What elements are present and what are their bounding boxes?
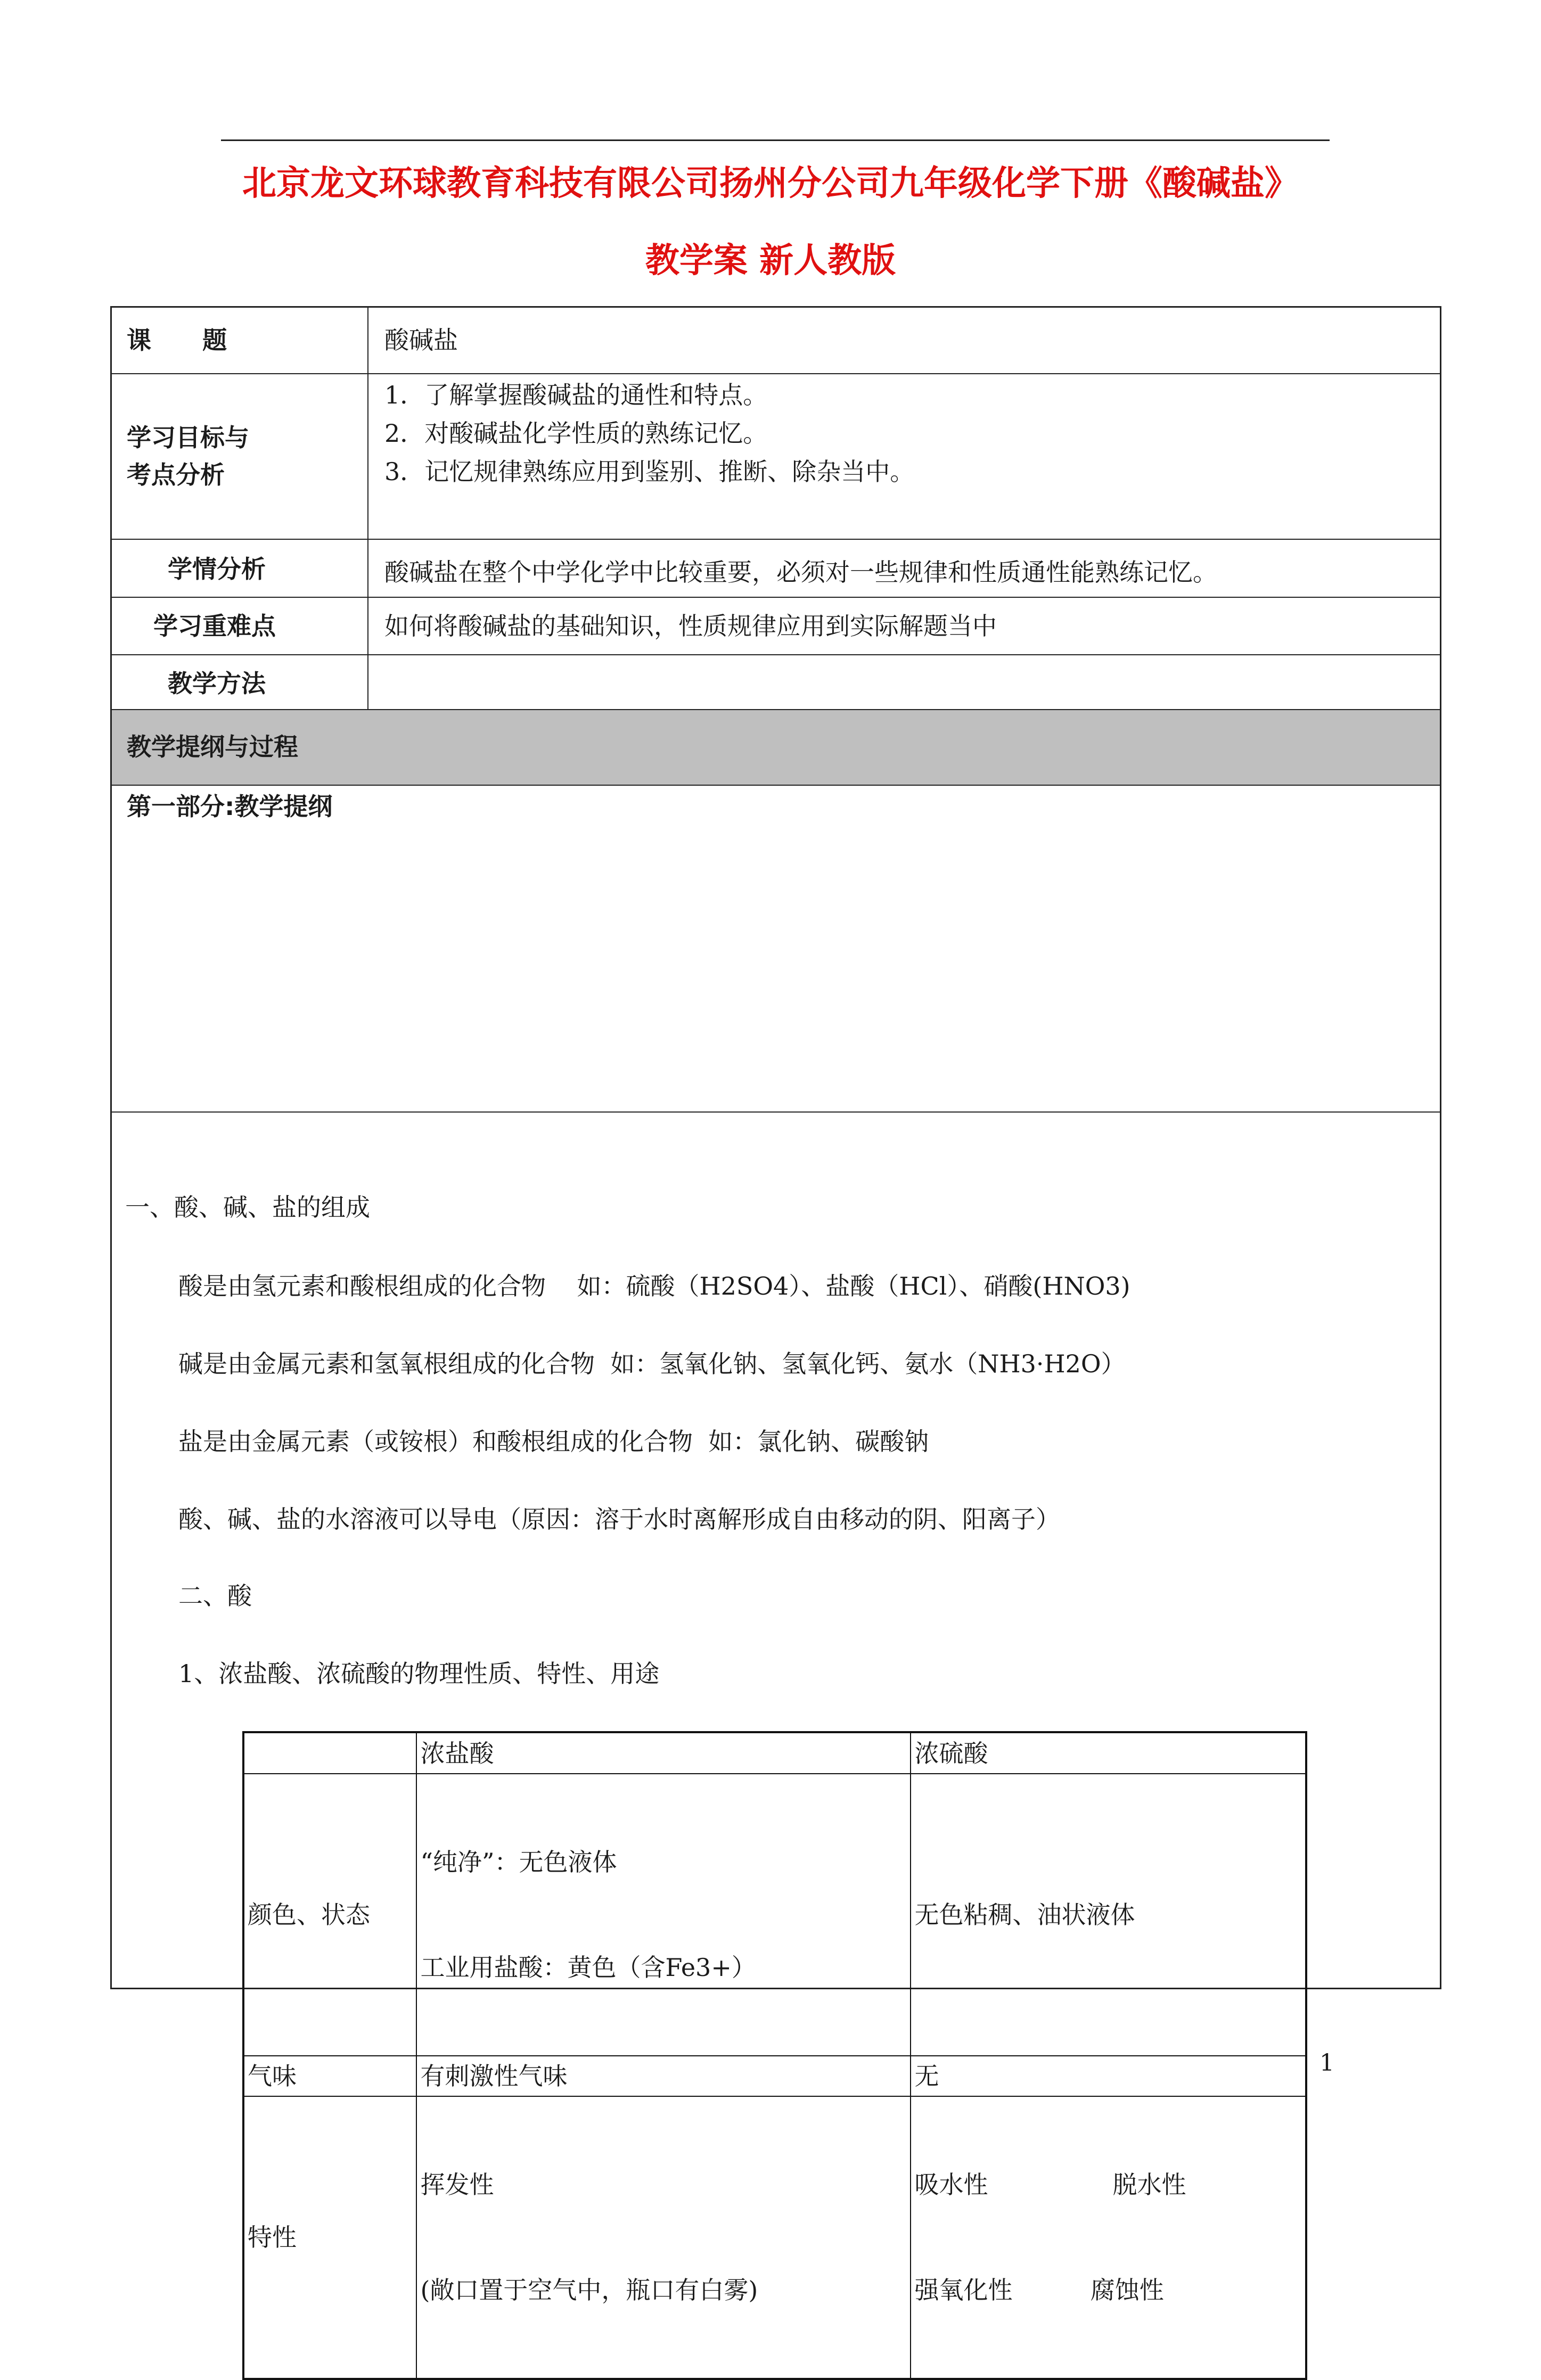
goals-row (112, 373, 1440, 539)
goals-label-cell (112, 374, 368, 539)
topic-value: 酸碱盐 (384, 326, 458, 355)
h2so4-property-cell (911, 2096, 1306, 2379)
goals-label-line1: 学习目标与 (127, 423, 249, 452)
method-value-cell (368, 655, 1440, 709)
document-title-line1: 北京龙文环球教育科技有限公司扬州分公司九年级化学下册《酸碱盐》 (242, 164, 1299, 203)
part1-label: 第一部分:教学提纲 (127, 792, 333, 821)
acid-properties-table (242, 1731, 1307, 2380)
acid-table-header-hcl: 浓盐酸 (416, 1732, 911, 1774)
method-label-cell (112, 655, 368, 709)
hcl-color-line1: “纯净”：无色液体 (420, 1848, 617, 1876)
situation-label-cell (112, 540, 368, 597)
hcl-property-line2: (敞口置于空气中，瓶口有白雾) (420, 2276, 758, 2304)
topic-label-cell (112, 308, 368, 373)
row-label-color: 颜色、状态 (243, 1774, 416, 2056)
section1-heading: 一、酸、碱、盐的组成 (125, 1193, 370, 1222)
goal-item-2: 2．对酸碱盐化学性质的熟练记忆。 (384, 419, 768, 448)
acid-table-header-row (243, 1732, 1306, 1774)
outline-header-row (112, 709, 1440, 785)
situation-value: 酸碱盐在整个中学化学中比较重要，必须对一些规律和性质通性能熟练记忆。 (384, 558, 1217, 587)
page-number: 1 (1319, 2049, 1334, 2077)
h2so4-color-line1: 无色粘稠、油状液体 (914, 1900, 1135, 1929)
acid-table-header-empty (243, 1732, 416, 1774)
outline-header: 教学提纲与过程 (127, 732, 298, 761)
difficulty-row (112, 597, 1440, 654)
base-definition: 碱是由金属元素和氢氧根组成的化合物 如：氢氧化钠、氢氧化钙、氨水（NH3·H2O） (178, 1349, 1126, 1378)
part1-row (112, 785, 1440, 1111)
acid-table-row-property (243, 2096, 1306, 2379)
h2so4-property-line2: 强氧化性 腐蚀性 (914, 2276, 1164, 2304)
difficulty-label-cell (112, 598, 368, 654)
acid-definition: 酸是由氢元素和酸根组成的化合物 如：硫酸（H2SO4）、盐酸（HCl）、硝酸(HNO3) (178, 1272, 1130, 1300)
situation-label: 学情分析 (168, 555, 266, 583)
topic-value-cell (368, 308, 1440, 373)
hcl-property-cell (416, 2096, 911, 2379)
goal-item-3: 3．记忆规律熟练应用到鉴别、推断、除杂当中。 (384, 457, 915, 486)
method-label: 教学方法 (168, 669, 266, 698)
subsection1-heading: 1、浓盐酸、浓硫酸的物理性质、特性、用途 (178, 1659, 660, 1688)
goal-item-1: 1．了解掌握酸碱盐的通性和特点。 (384, 381, 768, 409)
hcl-property-line1: 挥发性 (420, 2170, 494, 2199)
row-label-property: 特性 (243, 2096, 416, 2379)
hcl-color-cell (416, 1774, 911, 2056)
difficulty-value: 如何将酸碱盐的基础知识，性质规律应用到实际解题当中 (384, 612, 997, 640)
goals-label-line2: 考点分析 (127, 460, 225, 489)
h2so4-color-cell (911, 1774, 1306, 2056)
goals-value-cell (368, 374, 1440, 539)
topic-row (112, 308, 1440, 373)
situation-value-cell (368, 540, 1440, 597)
row-label-odor: 气味 (243, 2056, 416, 2096)
acid-table-row-odor (243, 2056, 1306, 2096)
h2so4-odor-cell: 无 (911, 2056, 1306, 2096)
topic-label: 课 题 (127, 326, 227, 355)
situation-row (112, 539, 1440, 597)
header-rule (221, 139, 1330, 141)
difficulty-label: 学习重难点 (153, 612, 276, 640)
method-row (112, 654, 1440, 709)
acid-table-row-color (243, 1774, 1306, 2056)
acid-table-header-h2so4: 浓硫酸 (911, 1732, 1306, 1774)
conductivity-note: 酸、碱、盐的水溶液可以导电（原因：溶于水时离解形成自由移动的阴、阳离子） (178, 1505, 1060, 1534)
difficulty-value-cell (368, 598, 1440, 654)
hcl-color-line2: 工业用盐酸：黄色（含Fe3+） (420, 1953, 756, 1982)
document-title-line2: 教学案 新人教版 (645, 241, 896, 281)
h2so4-property-line1: 吸水性 脱水性 (914, 2170, 1186, 2199)
section2-heading: 二、酸 (178, 1582, 252, 1610)
hcl-odor-cell: 有刺激性气味 (416, 2056, 911, 2096)
salt-definition: 盐是由金属元素（或铵根）和酸根组成的化合物 如：氯化钠、碳酸钠 (178, 1427, 929, 1456)
